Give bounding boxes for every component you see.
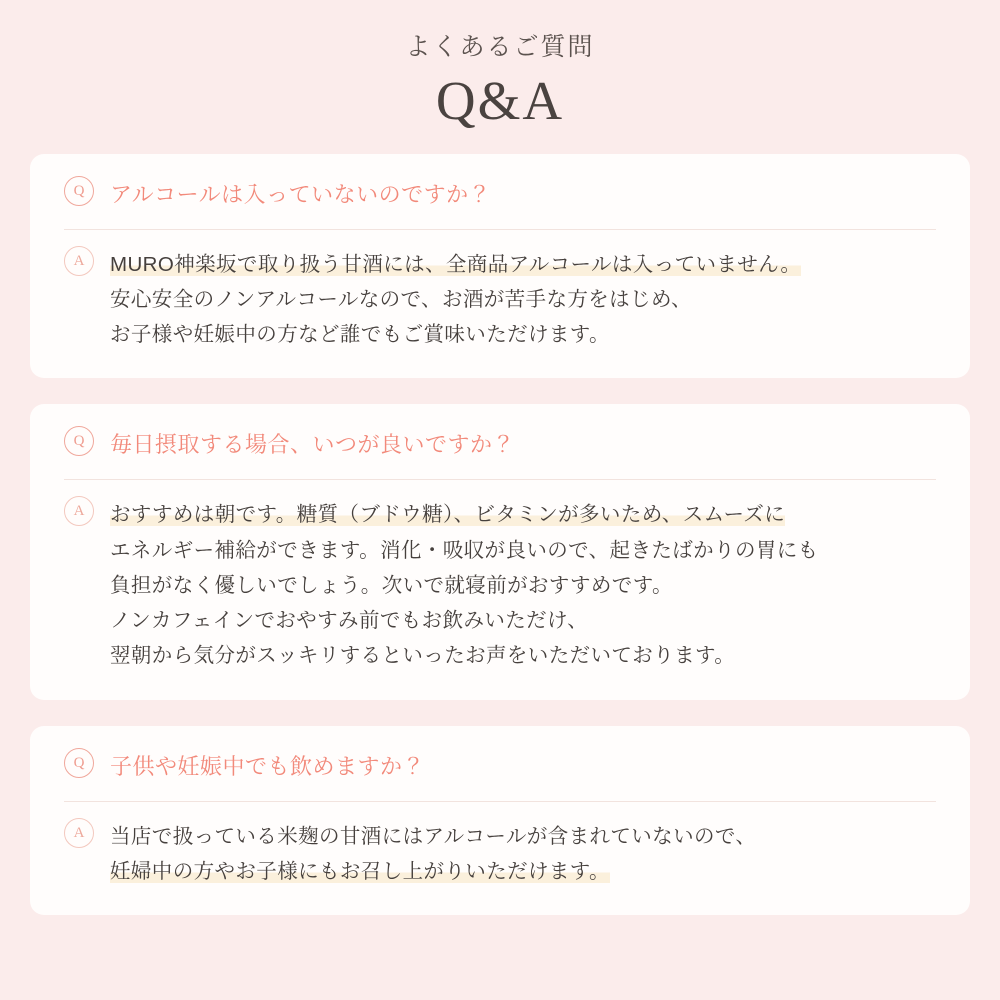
question-badge-icon: Q (64, 426, 94, 456)
faq-divider (64, 229, 936, 230)
faq-answer-row (64, 818, 936, 890)
faq-answer-line: 翌朝から気分がスッキリするといったお声をいただいております。 (110, 644, 736, 668)
faq-item[interactable] (30, 154, 970, 379)
faq-question-row[interactable] (64, 426, 936, 461)
faq-answer-text (110, 496, 819, 673)
faq-answer-row (64, 496, 936, 673)
faq-answer-line: ノンカフェインでおやすみ前でもお飲みいただけ、 (110, 609, 589, 632)
faq-divider (64, 479, 936, 480)
faq-answer-line: 安心安全のノンアルコールなので、お酒が苦手な方をはじめ、 (110, 287, 692, 311)
question-badge-icon: Q (64, 748, 94, 778)
faq-answer-line: 妊婦中の方やお子様にもお召し上がりいただけます。 (110, 859, 610, 883)
faq-answer-line: MURO神楽坂で取り扱う甘酒には、全商品アルコールは入っていません。 (110, 252, 802, 276)
page-title: Q&A (435, 70, 565, 131)
question-badge-icon: Q (64, 176, 94, 206)
faq-question-text: 毎日摂取する場合、いつが良いですか？ (110, 432, 516, 458)
faq-answer-text (110, 818, 756, 890)
faq-answer-text (110, 246, 801, 353)
faq-answer-row (64, 246, 936, 353)
faq-answer-line: お子様や妊娠中の方など誰でもご賞味いただけます。 (110, 323, 610, 346)
answer-badge-icon: A (64, 818, 94, 848)
answer-badge-icon: A (64, 496, 94, 526)
faq-answer-line: 負担がなく優しいでしょう。次いで就寝前がおすすめです。 (110, 573, 673, 597)
answer-badge-icon: A (64, 246, 94, 276)
faq-item[interactable] (30, 404, 970, 699)
faq-answer-line: おすすめは朝です。糖質（ブドウ糖）、ビタミンが多いため、スムーズに (110, 503, 786, 527)
faq-item[interactable] (30, 726, 970, 916)
faq-answer-line: 当店で扱っている米麹の甘酒にはアルコールが含まれていないので、 (110, 824, 757, 848)
faq-question-row[interactable] (64, 176, 936, 211)
faq-question-text: アルコールは入っていないのですか？ (110, 181, 492, 207)
faq-question-row[interactable] (64, 748, 936, 783)
faq-question-text: 子供や妊娠中でも飲めますか？ (110, 753, 426, 779)
faq-answer-line: エネルギー補給ができます。消化・吸収が良いので、起きたばかりの胃にも (110, 538, 819, 562)
page-header (30, 30, 970, 132)
page-kicker: よくあるご質問 (405, 33, 595, 61)
faq-divider (64, 801, 936, 802)
